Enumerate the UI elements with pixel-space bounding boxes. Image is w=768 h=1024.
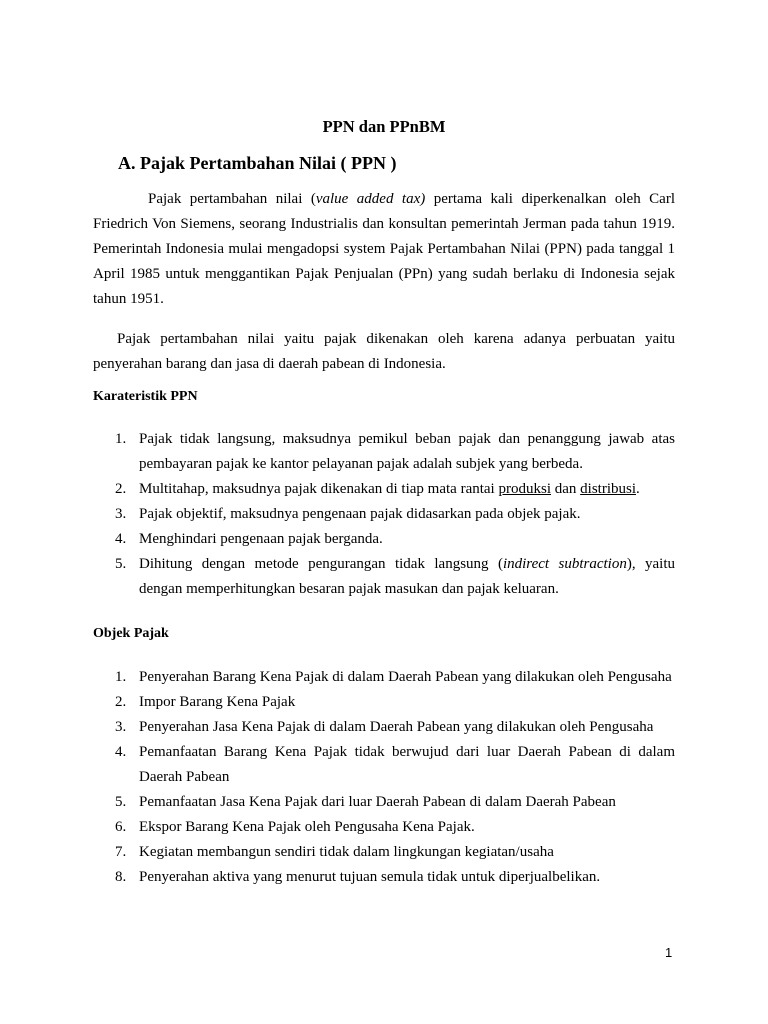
objek-list: [93, 665, 675, 890]
list-item: [93, 815, 675, 840]
list-text: Multitahap, maksudnya pajak dikenakan di tiap mata rantai: [139, 481, 499, 497]
list-number: 1.: [115, 431, 127, 447]
list-item: [93, 502, 675, 527]
produksi-link[interactable]: produksi: [498, 481, 551, 497]
list-text-italic: indirect subtraction: [502, 556, 627, 572]
intro-paragraph: [93, 187, 675, 312]
list-number: 5.: [115, 556, 127, 572]
list-text: Penyerahan Jasa Kena Pajak di dalam Daerah Pabean yang dilakukan oleh Pengusaha: [139, 719, 654, 735]
list-number: 6.: [115, 819, 127, 835]
list-item: [93, 840, 675, 865]
list-number: 1.: [115, 669, 127, 685]
list-text: Pemanfaatan Jasa Kena Pajak dari luar Daerah Pabean di dalam Daerah Pabean: [139, 794, 616, 810]
list-item: [93, 715, 675, 740]
list-item: [93, 527, 675, 552]
list-item: [93, 552, 675, 602]
list-item: [93, 790, 675, 815]
list-text: Pemanfaatan Barang Kena Pajak tidak berwujud dari luar Daerah Pabean di dalam Daerah Pabean: [139, 744, 675, 785]
list-number: 8.: [115, 869, 127, 885]
list-number: 3.: [115, 506, 127, 522]
list-text: Menghindari pengenaan pajak berganda.: [139, 531, 383, 547]
list-text: Penyerahan aktiva yang menurut tujuan semula tidak untuk diperjualbelikan.: [139, 869, 601, 885]
list-number: 5.: [115, 794, 127, 810]
page-number: 1: [665, 945, 673, 960]
list-text: .: [636, 481, 640, 497]
list-item: [93, 740, 675, 790]
list-number: 2.: [115, 481, 127, 497]
karakteristik-heading: Karateristik PPN: [93, 389, 198, 404]
list-item: [93, 690, 675, 715]
karakteristik-list: [93, 427, 675, 602]
list-text: ), yaitu dengan memperhitungkan besaran pajak masukan dan pajak keluaran.: [139, 556, 675, 597]
intro-text-a: Pajak pertambahan nilai (: [148, 191, 316, 207]
distribusi-link[interactable]: distribusi: [580, 481, 636, 497]
list-text: Ekspor Barang Kena Pajak oleh Pengusaha Kena Pajak.: [139, 819, 475, 835]
list-item: [93, 665, 675, 690]
list-text: Impor Barang Kena Pajak: [139, 694, 296, 710]
page-title: PPN dan PPnBM: [322, 117, 446, 136]
list-item: [93, 477, 675, 502]
list-text: Kegiatan membangun sendiri tidak dalam lingkungan kegiatan/usaha: [139, 844, 554, 860]
list-item: [93, 865, 675, 890]
list-text: Dihitung dengan metode pengurangan tidak langsung (: [139, 556, 503, 572]
objek-heading: Objek Pajak: [93, 626, 169, 641]
list-text: dan: [550, 481, 581, 497]
section-heading: A. Pajak Pertambahan Nilai ( PPN ): [118, 153, 397, 173]
list-number: 4.: [115, 531, 127, 547]
list-number: 7.: [115, 844, 127, 860]
list-text: Penyerahan Barang Kena Pajak di dalam Daerah Pabean yang dilakukan oleh Pengusaha: [139, 669, 672, 685]
intro-text-b: pertama kali diperkenalkan oleh Carl Friedrich Von Siemens, seorang Industrialis dan konsultan pemerintah Jerman pada tahun 1919. Pemerintah Indonesia mulai mengadopsi system Pajak Pertambahan Nilai (PPN) pada tanggal 1 April 1985 untuk menggantikan Pajak Penjualan (PPn) yang sudah berlaku di Indonesia sejak tahun 1951.: [93, 191, 675, 307]
list-number: 3.: [115, 719, 127, 735]
definition-paragraph: Pajak pertambahan nilai yaitu pajak dikenakan oleh karena adanya perbuatan yaitu penyerahan barang dan jasa di daerah pabean di Indonesia.: [93, 331, 675, 372]
list-number: 4.: [115, 744, 127, 760]
intro-text-italic: value added tax): [315, 191, 426, 207]
list-text: Pajak objektif, maksudnya pengenaan pajak didasarkan pada objek pajak.: [139, 506, 581, 522]
list-item: [93, 427, 675, 477]
list-number: 2.: [115, 694, 127, 710]
list-text: Pajak tidak langsung, maksudnya pemikul beban pajak dan penanggung jawab atas pembayaran pajak ke kantor pelayanan pajak adalah subjek yang berbeda.: [139, 431, 675, 472]
